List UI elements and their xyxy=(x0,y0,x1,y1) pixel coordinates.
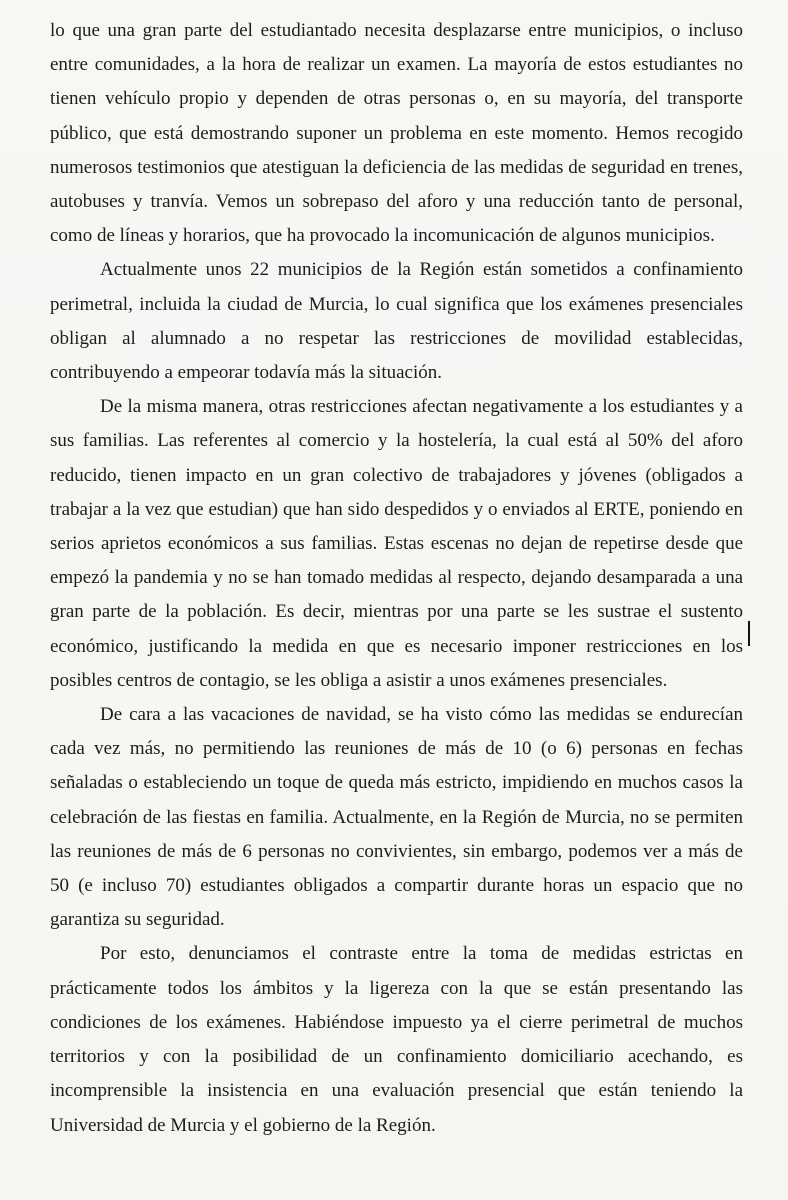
paragraph-2: Actualmente unos 22 municipios de la Región están sometidos a confinamiento perimetral, incluida la ciudad de Murcia, lo cual significa que los exámenes presenciales obligan al alumnado a no respetar las restricciones de movilidad establecidas, contribuyendo a empeorar todavía más la situación. xyxy=(50,259,743,384)
paragraph-1: lo que una gran parte del estudiantado necesita desplazarse entre municipios, o incluso entre comunidades, a la hora de realizar un examen. La mayoría de estos estudiantes no tienen vehículo propio y dependen de otras personas o, en su mayoría, del transporte público, que está demostrando suponer un problema en este momento. Hemos recogido numerosos testimonios que atestiguan la deficiencia de las medidas de seguridad en trenes, autobuses y tranvía. Vemos un sobrepaso del aforo y una reducción tanto de personal, como de líneas y horarios, que ha provocado la incomunicación de algunos municipios. xyxy=(50,20,743,247)
paragraph-4: De cara a las vacaciones de navidad, se ha visto cómo las medidas se endurecían cada vez más, no permitiendo las reuniones de más de 10 (o 6) personas en fechas señaladas o estableciendo un toque de queda más estricto, impidiendo en muchos casos la celebración de las fiestas en familia. Actualmente, en la Región de Murcia, no se permiten las reuniones de más de 6 personas no convivientes, sin embargo, podemos ver a más de 50 (e incluso 70) estudiantes obligados a compartir durante horas un espacio que no garantiza su seguridad. xyxy=(50,704,743,931)
paragraph-3: De la misma manera, otras restricciones afectan negativamente a los estudiantes y a sus familias. Las referentes al comercio y la hostelería, la cual está al 50% del aforo reducido, tienen impacto en un gran colectivo de trabajadores y jóvenes (obligados a trabajar a la vez que estudian) que han sido despedidos y o enviados al ERTE, poniendo en serios aprietos económicos a sus familias. Estas escenas no dejan de repetirse desde que empezó la pandemia y no se han tomado medidas al respecto, dejando desamparada a una gran parte de la población. Es decir, mientras por una parte se les sustrae el sustento económico, justificando la medida en que es necesario imponer restricciones en los posibles centros de contagio, se les obliga a asistir a unos exámenes presenciales. xyxy=(50,396,743,691)
text-cursor xyxy=(748,621,750,646)
paragraph-5: Por esto, denunciamos el contraste entre la toma de medidas estrictas en prácticamente todos los ámbitos y la ligereza con la que se están presentando las condiciones de los exámenes. Habiéndose impuesto ya el cierre perimetral de muchos territorios y con la posibilidad de un confinamiento domiciliario acechando, es incomprensible la insistencia en una evaluación presencial que están teniendo la Universidad de Murcia y el gobierno de la Región. xyxy=(50,943,743,1136)
